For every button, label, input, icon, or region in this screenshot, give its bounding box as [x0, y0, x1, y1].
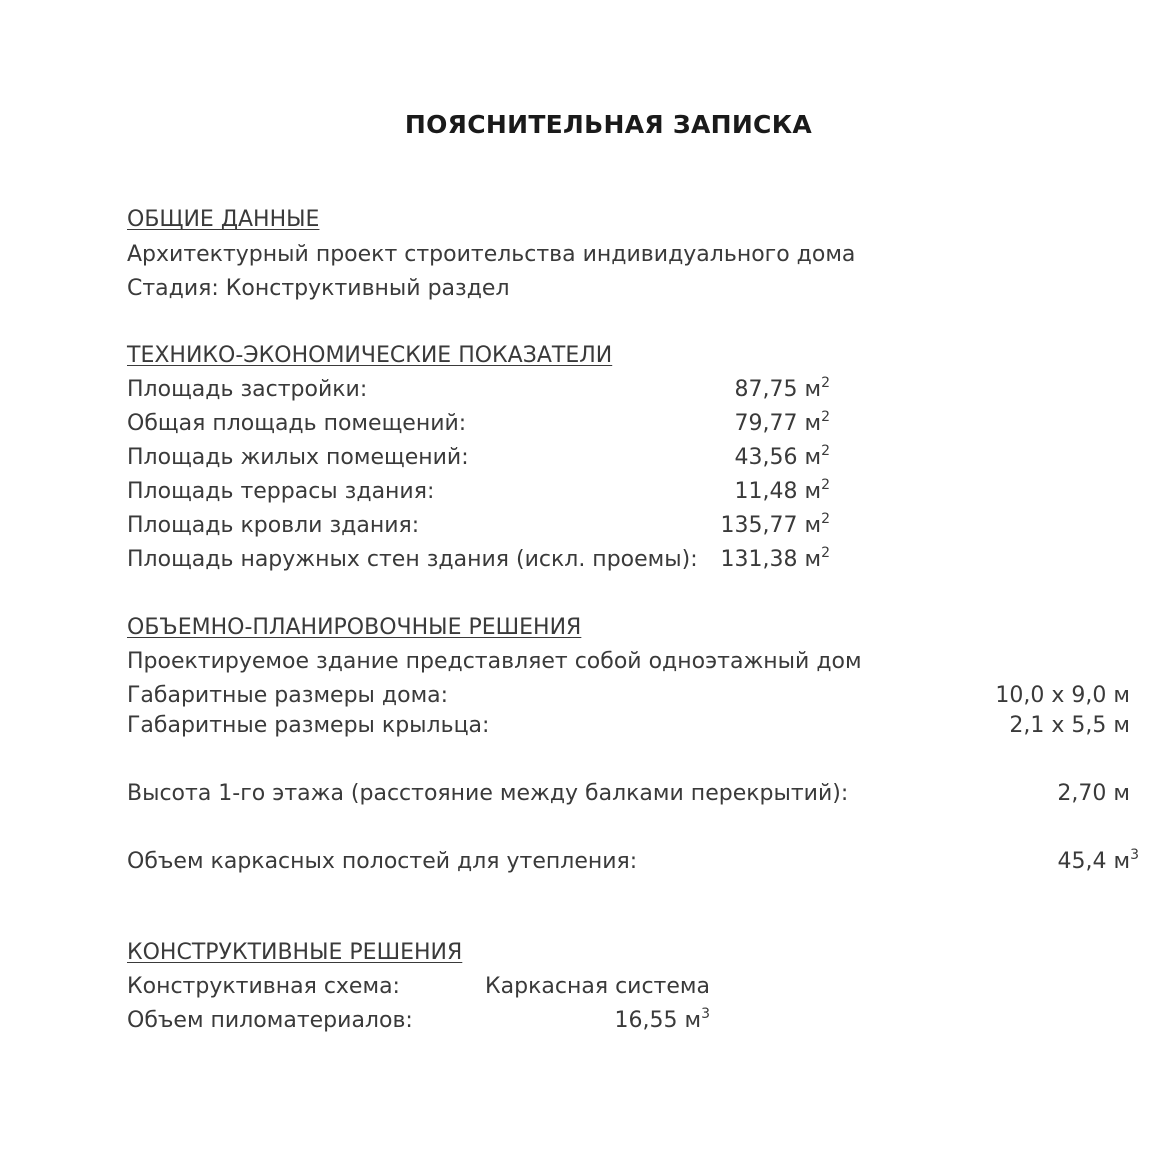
- structural-value: 16,55 $м^3$: [614, 1006, 710, 1033]
- planning-value: 10,0 х 9,0 м: [995, 683, 1130, 708]
- tep-label: Общая площадь помещений:: [127, 411, 467, 436]
- planning-label: Высота 1-го этажа (расстояние между балками перекрытий):: [127, 781, 849, 806]
- general-line-project: Архитектурный проект строительства индивидуального дома: [127, 242, 856, 267]
- tep-value: 79,77 $м^2$: [734, 409, 830, 436]
- tep-label: Площадь наружных стен здания (искл. проемы):: [127, 547, 698, 572]
- section-heading-structural: КОНСТРУКТИВНЫЕ РЕШЕНИЯ: [127, 940, 463, 965]
- structural-label: Конструктивная схема:: [127, 974, 400, 999]
- section-heading-general: ОБЩИЕ ДАННЫЕ: [127, 207, 320, 232]
- planning-value: 45,4 $м^3$: [1057, 847, 1139, 874]
- tep-value: 131,38 $м^2$: [720, 545, 830, 572]
- section-heading-tep: ТЕХНИКО-ЭКОНОМИЧЕСКИЕ ПОКАЗАТЕЛИ: [127, 343, 613, 368]
- planning-label: Объем каркасных полостей для утепления:: [127, 849, 638, 874]
- planning-value: 2,70 м: [1057, 781, 1130, 806]
- tep-value: 135,77 $м^2$: [720, 511, 830, 538]
- planning-description: Проектируемое здание представляет собой одноэтажный дом: [127, 649, 862, 674]
- structural-value: Каркасная система: [485, 974, 710, 999]
- planning-value: 2,1 х 5,5 м: [1009, 713, 1130, 738]
- general-line-stage: Стадия: Конструктивный раздел: [127, 276, 510, 301]
- tep-label: Площадь кровли здания:: [127, 513, 420, 538]
- tep-value: 87,75 $м^2$: [734, 375, 830, 402]
- tep-label: Площадь террасы здания:: [127, 479, 435, 504]
- tep-value: 11,48 $м^2$: [734, 477, 830, 504]
- section-heading-planning: ОБЪЕМНО-ПЛАНИРОВОЧНЫЕ РЕШЕНИЯ: [127, 615, 582, 640]
- structural-label: Объем пиломатериалов:: [127, 1008, 413, 1033]
- document-title: ПОЯСНИТЕЛЬНАЯ ЗАПИСКА: [404, 110, 813, 139]
- tep-label: Площадь застройки:: [127, 377, 368, 402]
- planning-label: Габаритные размеры крыльца:: [127, 713, 490, 738]
- planning-label: Габаритные размеры дома:: [127, 683, 449, 708]
- tep-label: Площадь жилых помещений:: [127, 445, 469, 470]
- tep-value: 43,56 $м^2$: [734, 443, 830, 470]
